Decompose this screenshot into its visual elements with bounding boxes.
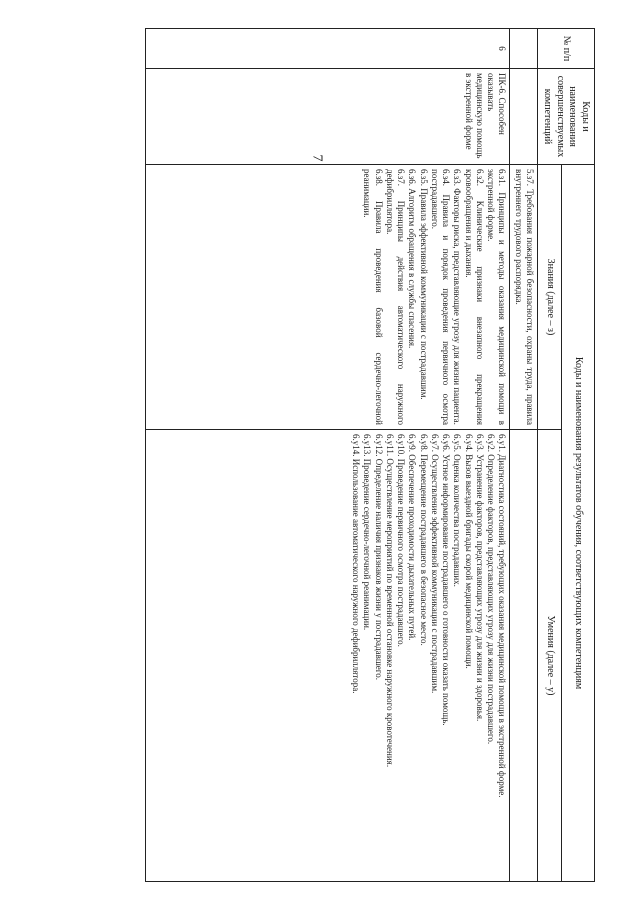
row-number: 6 bbox=[146, 29, 511, 69]
knowledge-item: 6.з7. Принципы действия автоматического наружного дефибриллятора. bbox=[385, 169, 407, 425]
header-results: Коды и наименования результатов обучения, соответствующих компетенциям bbox=[562, 165, 595, 882]
skill-item: 6.у9. Обеспечение проходимости дыхательных путей. bbox=[407, 434, 418, 641]
skills-cell bbox=[146, 430, 511, 882]
skill-item: 6.у2. Определение факторов, представляющих угрозу для жизни пострадавшего. bbox=[486, 434, 497, 745]
skill-item: 6.у13. Проведение сердечно-легочной реанимации. bbox=[362, 434, 373, 631]
skill-item: 6.у12. Определение наличия признаков жизни у пострадавшего. bbox=[373, 434, 384, 680]
skill-item: 6.у1. Диагностика состояний, требующих оказания медицинской помощи в экстренной форме. bbox=[497, 434, 508, 798]
skill-item: 6.у10. Проведение первичного осмотра пострадавшего. bbox=[396, 434, 407, 647]
skill-item: 6.у6. Устное информирование пострадавшего о готовности оказать помощь. bbox=[441, 434, 452, 726]
knowledge-item: 6.з5. Правила эффективной коммуникации с пострадавшим. bbox=[418, 169, 429, 400]
page-number: 7 bbox=[309, 154, 325, 162]
cell-empty bbox=[510, 430, 538, 882]
skill-item: 6.у4. Вызов выездной бригады скорой медицинской помощи. bbox=[463, 434, 474, 669]
skill-item: 6.у5. Оценка количества пострадавших. bbox=[452, 434, 463, 587]
cell-empty bbox=[510, 29, 538, 69]
cell-prev-knowledge bbox=[510, 165, 538, 430]
skill-item: 6.у8. Перемещение пострадавшего в безопасное место. bbox=[418, 434, 429, 646]
skill-item: 6.у7. Осуществление эффективной коммуникации с пострадавшим. bbox=[430, 434, 440, 694]
skill-item: 6.у11. Осуществление мероприятий по временной остановке наружного кровотечения. bbox=[385, 434, 395, 768]
competence-cell: ПК-6. Способен оказывать медицинскую помощь в экстренной форме bbox=[146, 69, 511, 165]
competence-table bbox=[145, 28, 595, 882]
knowledge-item: 6.з8. Правила проведения базовой сердечно-легочной реанимации. bbox=[362, 169, 384, 425]
knowledge-item: 6.з3. Факторы риска, представляющие угрозу для жизни пациента. bbox=[452, 169, 463, 425]
skill-item: 6.у3. Устранение факторов, представляющих угрозу для жизни и здоровья. bbox=[475, 434, 485, 722]
knowledge-cell bbox=[146, 165, 511, 430]
table-row bbox=[146, 29, 511, 882]
knowledge-item: 6.з4. Правила и порядок проведения первичного осмотра пострадавшего. bbox=[430, 169, 452, 425]
continuation-row bbox=[510, 29, 538, 882]
header-row-1 bbox=[562, 29, 595, 882]
knowledge-item: 6.з2. Клинические признаки внезапного прекращения кровообращения и дыхания. bbox=[463, 169, 485, 425]
header-num: № п/п bbox=[538, 29, 595, 69]
header-knowledge: Знания (далее – з) bbox=[538, 165, 562, 430]
knowledge-item: 6.з6. Алгоритм обращения в службы спасения. bbox=[407, 169, 418, 349]
header-skills: Умения (далее – у) bbox=[538, 430, 562, 882]
skill-item: 6.у14. Использование автоматического наружного дефибриллятора. bbox=[351, 434, 362, 694]
knowledge-item: 5.з7. Требования пожарной безопасности, охраны труда, правила внутреннего трудового распорядка. bbox=[513, 169, 535, 425]
cell-empty bbox=[510, 69, 538, 165]
rotated-table-wrapper bbox=[145, 28, 595, 881]
header-codes: Коды и наименования совершенствуемых компетенций bbox=[538, 69, 595, 165]
knowledge-item: 6.з1. Принципы и методы оказания медицинской помощи в экстренной форме. bbox=[486, 169, 508, 425]
